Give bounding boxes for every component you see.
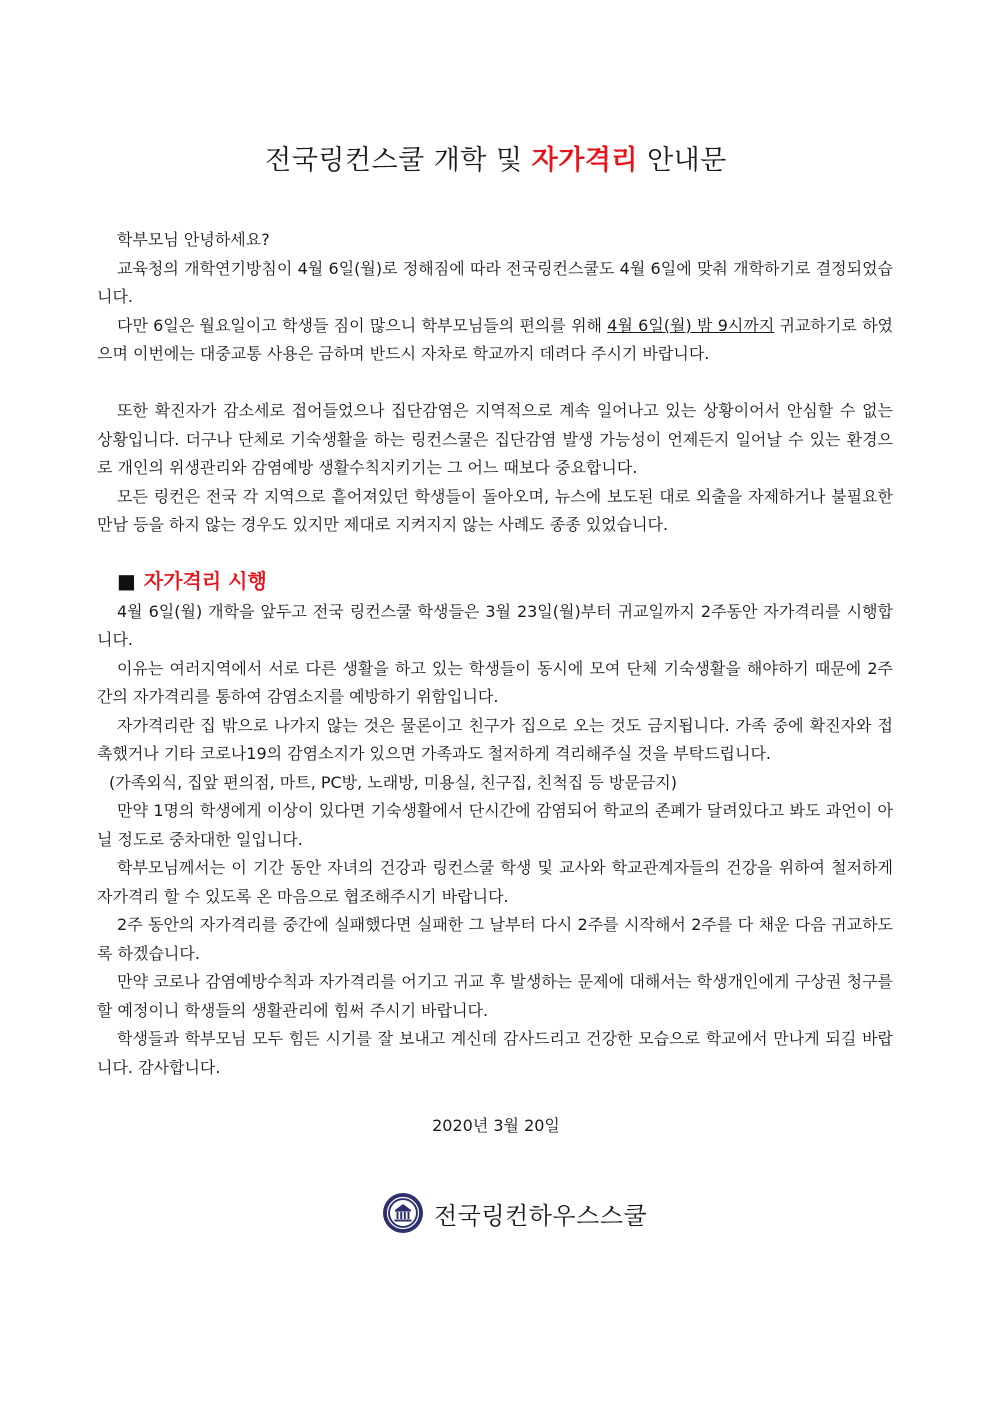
section-heading	[97, 566, 893, 596]
return-instruction	[97, 312, 893, 369]
quarantine-paragraph: 만약 코로나 감염예방수칙과 자가격리를 어기고 귀교 후 발생하는 문제에 대해서는 학생개인에게 구상권 청구를 할 예정이니 학생들의 생활관리에 힘써 주시기 바랍니다.	[97, 972, 893, 1020]
quarantine-paragraph: 4월 6일(월) 개학을 앞두고 전국 링컨스쿨 학생들은 3월 23일(월)부터 귀교일까지 2주동안 자가격리를 시행합니다.	[97, 601, 893, 649]
quarantine-paragraph: 자가격리란 집 밖으로 나가지 않는 것은 물론이고 친구가 집으로 오는 것도 금지됩니다. 가족 중에 확진자와 접촉했거나 기타 코로나19의 감염소지가 있으면 가족과도 철저하게 격리해주실 것을 부탁드립니다.	[97, 715, 893, 763]
title-part1: 전국링컨스쿨 개학 및	[265, 145, 532, 176]
title-highlight: 자가격리	[531, 145, 638, 176]
opening-announcement: 교육청의 개학연기방침이 4월 6일(월)로 정해짐에 따라 전국링컨스쿨도 4월 6일에 맞춰 개학하기로 결정되었습니다.	[97, 258, 893, 306]
school-name: 전국링컨하우스스쿨	[434, 1201, 648, 1230]
paragraph-gap	[97, 369, 893, 398]
notice-date: 2020년 3월 20일	[432, 1116, 560, 1135]
return-deadline: 4월 6일(월) 밤 9시까지	[607, 315, 775, 335]
school-seal-icon	[382, 1192, 424, 1234]
notice-body	[97, 226, 893, 1082]
context-paragraph: 또한 확진자가 감소세로 접어들었으나 집단감염은 지역적으로 계속 일어나고 있는 상황이어서 안심할 수 없는 상황입니다. 더구나 단체로 기숙생활을 하는 링컨스쿨은 집단감염 발생 가능성이 언제든지 일어날 수 있는 환경으로 개인의 위생관리와 감염예방 생활수칙지키기는 그 어느 때보다 중요합니다.	[97, 401, 893, 477]
quarantine-paragraph: 2주 동안의 자가격리를 중간에 실패했다면 실패한 그 날부터 다시 2주를 시작해서 2주를 다 채운 다음 귀교하도록 하겠습니다.	[97, 915, 893, 963]
title-part2: 안내문	[637, 145, 727, 176]
prohibited-places-note: (가족외식, 집앞 편의점, 마트, PC방, 노래방, 미용실, 친구집, 친척집 등 방문금지)	[109, 772, 677, 792]
section-heading-text: 자가격리 시행	[143, 568, 267, 593]
quarantine-paragraph: 이유는 여러지역에서 서로 다른 생활을 하고 있는 학생들이 동시에 모여 단체 기숙생활을 해야하기 때문에 2주간의 자가격리를 통하여 감염소지를 예방하기 위함입니다.	[97, 658, 893, 706]
return-text-after: 귀교하기로 하였으며 이번에는 대중교통 사용은 금하며 반드시 자차로 학교까지 데려다 주시기 바랍니다.	[97, 315, 893, 363]
page-title	[0, 138, 992, 177]
context-paragraph: 모든 링컨은 전국 각 지역으로 흩어져있던 학생들이 돌아오며, 뉴스에 보도된 대로 외출을 자제하거나 불필요한 만남 등을 하지 않는 경우도 있지만 제대로 지켜지지 않는 사례도 종종 있었습니다.	[97, 486, 893, 534]
closing-paragraph: 학생들과 학부모님 모두 힘든 시기를 잘 보내고 계신데 감사드리고 건강한 모습으로 학교에서 만나게 되길 바랍니다. 감사합니다.	[97, 1029, 893, 1077]
quarantine-paragraph: 학부모님께서는 이 기간 동안 자녀의 건강과 링컨스쿨 학생 및 교사와 학교관계자들의 건강을 위하여 철저하게 자가격리 할 수 있도록 온 마음으로 협조해주시기 바랍니다.	[97, 858, 893, 906]
school-signature	[382, 1192, 647, 1234]
square-bullet-icon: ■	[117, 568, 136, 593]
return-text-before: 다만 6일은 월요일이고 학생들 짐이 많으니 학부모님들의 편의를 위해	[117, 315, 608, 335]
greeting: 학부모님 안녕하세요?	[117, 230, 270, 249]
quarantine-paragraph: 만약 1명의 학생에게 이상이 있다면 기숙생활에서 단시간에 감염되어 학교의 존폐가 달려있다고 봐도 과언이 아닐 정도로 중차대한 일입니다.	[97, 801, 893, 849]
